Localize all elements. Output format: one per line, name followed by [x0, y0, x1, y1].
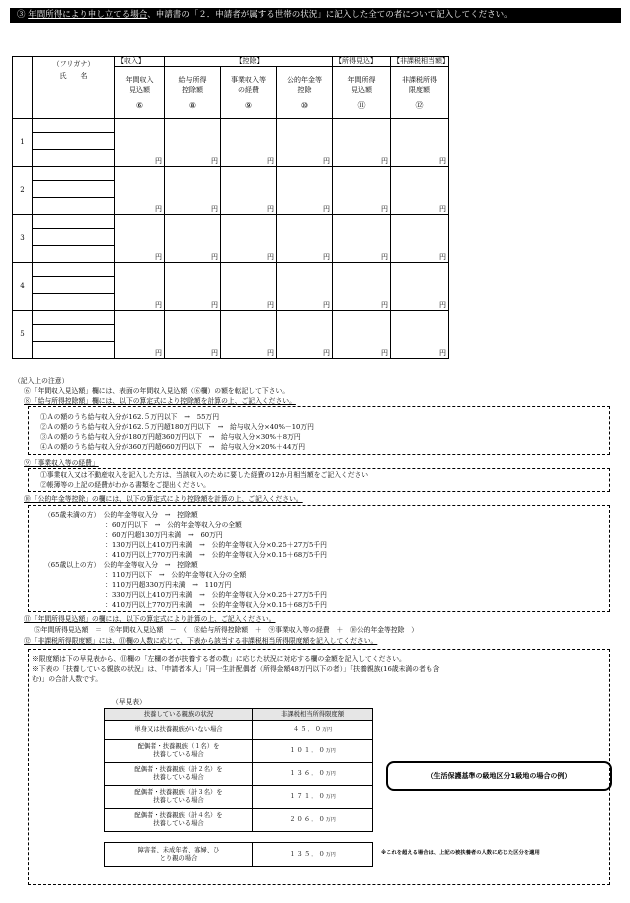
amount-unit: 万円: [325, 794, 336, 800]
note-10-line: ：110万円超330万円未満 → 110万円: [44, 581, 232, 589]
tag-limit: 【非課税相当額】: [391, 57, 449, 67]
tag-income: 【収入】: [115, 57, 165, 67]
amount-input[interactable]: 円: [333, 167, 391, 215]
row-number: 3: [13, 215, 33, 263]
note-6: ⑥「年間収入見込額」欄には、表面の年間収入見込額（⑥欄）の額を転記して下さい。: [24, 387, 290, 395]
amount-input[interactable]: 円: [165, 215, 221, 263]
early-amount: [253, 740, 373, 763]
income-table: [12, 56, 449, 359]
example-box: （生活保護基準の級地区分1級地の場合の例）: [386, 761, 612, 791]
name-input[interactable]: [33, 133, 115, 150]
col-header-num: ⑧: [188, 101, 197, 110]
name-input[interactable]: [33, 325, 115, 342]
col-header-num: ⑫: [415, 101, 424, 110]
name-input-extra[interactable]: [33, 246, 115, 263]
spacer: [105, 832, 253, 843]
amount-input[interactable]: 円: [115, 119, 165, 167]
col-header-label: 公的年金等 控除: [287, 76, 322, 94]
early-amount: [253, 809, 373, 832]
amount-input[interactable]: 円: [221, 119, 277, 167]
early-status: 配偶者・扶養親族（１名）を 扶養している場合: [105, 740, 253, 763]
section-header: [10, 8, 621, 23]
amount-value: １３５．０: [289, 850, 326, 858]
note-9-line: ②帳簿等の上記の経費がわかる書類をご提出ください。: [40, 481, 210, 489]
note-10-line: ：130万円以上410万円未満 → 公的年金等収入分×0.25＋27万5千円: [44, 541, 327, 549]
note-11-head: ⑪「年間所得見込額」の欄には、以下の算定式により計算の上、ご記入ください。: [24, 615, 276, 623]
note-8-line: ④Ａの額のうち給与収入分が360万円超660万円以下 → 給与収入分×20%＋44万円: [40, 443, 305, 451]
amount-input[interactable]: 円: [333, 311, 391, 359]
note-10-line: （65歳以上の方） 公的年金等収入分 → 控除額: [44, 561, 198, 569]
note-10-line: ：410万円以上770万円未満 → 公的年金等収入分×0.15＋68万5千円: [44, 551, 327, 559]
note-9-line: ①事業収入又は不動産収入を記入した方は、当該収入のために要した経費の12か月相当額をご記入ください: [40, 471, 369, 479]
col-header: [221, 67, 277, 119]
note-10-line: ：110万円以下 → 公的年金等収入分の全額: [44, 571, 247, 579]
note-12-head: ⑫「非課税所得限度額」には、⑪欄の人数に応じて、下表から該当する非課税相当所得限度額を記入してください。: [24, 637, 378, 645]
amount-input[interactable]: 円: [277, 311, 333, 359]
amount-unit: 万円: [325, 748, 336, 754]
amount-input[interactable]: 円: [333, 119, 391, 167]
row-number: 2: [13, 167, 33, 215]
amount-unit: 万円: [325, 771, 336, 777]
note-9-head: ⑨「事業収入等の経費」: [24, 459, 99, 467]
notes-title: （記入上の注意）: [14, 377, 69, 385]
name-input-extra[interactable]: [33, 342, 115, 359]
amount-input[interactable]: 円: [221, 215, 277, 263]
amount-value: １７１．０: [289, 793, 326, 800]
col-header: [277, 67, 333, 119]
amount-input[interactable]: 円: [277, 215, 333, 263]
amount-input[interactable]: 円: [221, 167, 277, 215]
note-10-line: ：60万円以下 → 公的年金等収入分の全額: [44, 521, 242, 529]
col-header: [115, 67, 165, 119]
note-10-line: ：410万円以上770万円未満 → 公的年金等収入分×0.15＋68万5千円: [44, 601, 327, 609]
early-table: [104, 708, 373, 867]
row-number: 5: [13, 311, 33, 359]
note-10-line: ：330万円以上410万円未満 → 公的年金等収入分×0.25＋27万5千円: [44, 591, 327, 599]
note-10-line: （65歳未満の方） 公的年金等収入分 → 控除額: [44, 511, 198, 519]
col-header: [165, 67, 221, 119]
early-amount: [253, 763, 373, 786]
early-extra-status: 障害者、未成年者、寡婦、ひ とり親の場合: [105, 843, 253, 867]
amount-input[interactable]: 円: [277, 263, 333, 311]
amount-value: １３６．０: [289, 770, 326, 777]
early-amount: [253, 721, 373, 740]
name-input-extra[interactable]: [33, 150, 115, 167]
amount-input[interactable]: 円: [115, 311, 165, 359]
note-12-line: ※下表の「扶養している親族の状況」は、「申請者本人」「同一生計配偶者（所得金額48万円以下の者）」「扶養親族(16歳未満の者も含: [32, 665, 440, 673]
section-header-underlined: 年間所得により申し立てる場合: [28, 10, 148, 20]
note-8-line: ③Ａの額のうち給与収入分が180万円超360万円以下 → 給与収入分×30%＋8万円: [40, 433, 301, 441]
amount-input[interactable]: 円: [165, 263, 221, 311]
amount-input[interactable]: 円: [391, 167, 449, 215]
amount-input[interactable]: 円: [391, 119, 449, 167]
note-12-line: ※限度額は下の早見表から、⑪欄の「左欄の者が扶養する者の数」に応じた状況に対応する欄の金額を記入してください。: [32, 655, 406, 663]
note-8-line: ②Ａの額のうち給与収入分が162.５万円超180万円以下 → 給与収入分×40%－10万円: [40, 423, 314, 431]
amount-input[interactable]: 円: [221, 263, 277, 311]
note-12-line: む)」の合計人数です。: [32, 675, 103, 683]
name-label: 氏 名: [59, 71, 88, 80]
col-header-label: 事業収入等 の経費: [231, 76, 266, 94]
name-input[interactable]: [33, 181, 115, 198]
amount-input[interactable]: 円: [277, 119, 333, 167]
col-header-label: 年間収入 見込額: [125, 76, 154, 94]
col-header: [333, 67, 391, 119]
bottom-note: ※これを超える場合は、上記の被扶養者の人数に応じた区分を適用: [381, 850, 540, 856]
spacer: [253, 832, 373, 843]
note-10-line: ：60万円超130万円未満 → 60万円: [44, 531, 223, 539]
amount-input[interactable]: 円: [165, 311, 221, 359]
amount-input[interactable]: 円: [277, 167, 333, 215]
early-status: 単身又は扶養親族がいない場合: [105, 721, 253, 740]
tag-deduct: 【控除】: [165, 57, 333, 67]
amount-input[interactable]: 円: [333, 215, 391, 263]
kana-input[interactable]: [33, 167, 115, 181]
name-kana-label: （フリガナ）: [52, 60, 95, 68]
col-header-num: ⑨: [244, 101, 253, 110]
col-header-num: ⑥: [135, 101, 144, 110]
amount-input[interactable]: 円: [391, 215, 449, 263]
amount-input[interactable]: 円: [165, 167, 221, 215]
note-10-head: ⑩「公的年金等控除」の欄には、以下の算定式により控除額を計算の上、ご記入ください。: [24, 495, 303, 503]
section-number: ③: [17, 10, 26, 20]
early-extra-amount: [253, 843, 373, 867]
col-header-num: ⑩: [300, 101, 309, 110]
kana-input[interactable]: [33, 119, 115, 133]
amount-input[interactable]: 円: [221, 311, 277, 359]
kana-input[interactable]: [33, 215, 115, 229]
kana-input[interactable]: [33, 311, 115, 325]
amount-value: ４５．０: [292, 726, 323, 733]
section-header-text: 、申請書の「２．申請者が属する世帯の状況」に記入した全ての者について記入してください。: [147, 10, 513, 20]
amount-unit: 万円: [325, 851, 336, 858]
early-col-status: 扶養している親族の状況: [105, 709, 253, 721]
amount-input[interactable]: 円: [165, 119, 221, 167]
col-header-label: 年間所得 見込額: [347, 76, 376, 94]
early-status: 配偶者・扶養親族（計２名）を 扶養している場合: [105, 763, 253, 786]
amount-input[interactable]: 円: [391, 263, 449, 311]
col-header-label: 給与所得 控除額: [178, 76, 207, 94]
name-input[interactable]: [33, 229, 115, 246]
note-8-head: ⑧「給与所得控除額」欄には、以下の算定式により控除額を計算の上、ご記入ください。: [24, 397, 296, 405]
amount-input[interactable]: 円: [115, 263, 165, 311]
col-header-num: ⑪: [357, 101, 366, 110]
amount-unit: 万円: [322, 727, 333, 733]
amount-input[interactable]: 円: [115, 167, 165, 215]
amount-value: ２０６．０: [289, 816, 326, 823]
amount-unit: 万円: [325, 817, 336, 823]
note-11-formula: ⑤年間所得見込額 ＝ ⑥年間収入見込額 － （ ⑧給与所得控除額 ＋ ⑨事業収入等の経費 ＋ ⑩公的年金等控除 ）: [34, 626, 419, 634]
row-number: 1: [13, 119, 33, 167]
col-header: [391, 67, 449, 119]
name-input[interactable]: [33, 277, 115, 294]
amount-input[interactable]: 円: [391, 311, 449, 359]
note-8-line: ①Ａの額のうち給与収入分が162.５万円以下 → 55万円: [40, 413, 220, 421]
early-table-title: （早見表）: [112, 698, 146, 706]
amount-value: １０１．０: [289, 747, 326, 754]
col-header-label: 非課税所得 限度額: [402, 76, 438, 94]
row-number: 4: [13, 263, 33, 311]
early-amount: [253, 786, 373, 809]
name-header: [33, 57, 115, 119]
kana-input[interactable]: [33, 263, 115, 277]
name-input-extra[interactable]: [33, 198, 115, 215]
amount-input[interactable]: 円: [115, 215, 165, 263]
tag-estimate: 【所得見込】: [333, 57, 391, 67]
name-input-extra[interactable]: [33, 294, 115, 311]
early-status: 配偶者・扶養親族（計４名）を 扶養している場合: [105, 809, 253, 832]
early-col-limit: 非課税相当所得限度額: [253, 709, 373, 721]
amount-input[interactable]: 円: [333, 263, 391, 311]
early-status: 配偶者・扶養親族（計３名）を 扶養している場合: [105, 786, 253, 809]
corner-cell: [13, 57, 33, 119]
